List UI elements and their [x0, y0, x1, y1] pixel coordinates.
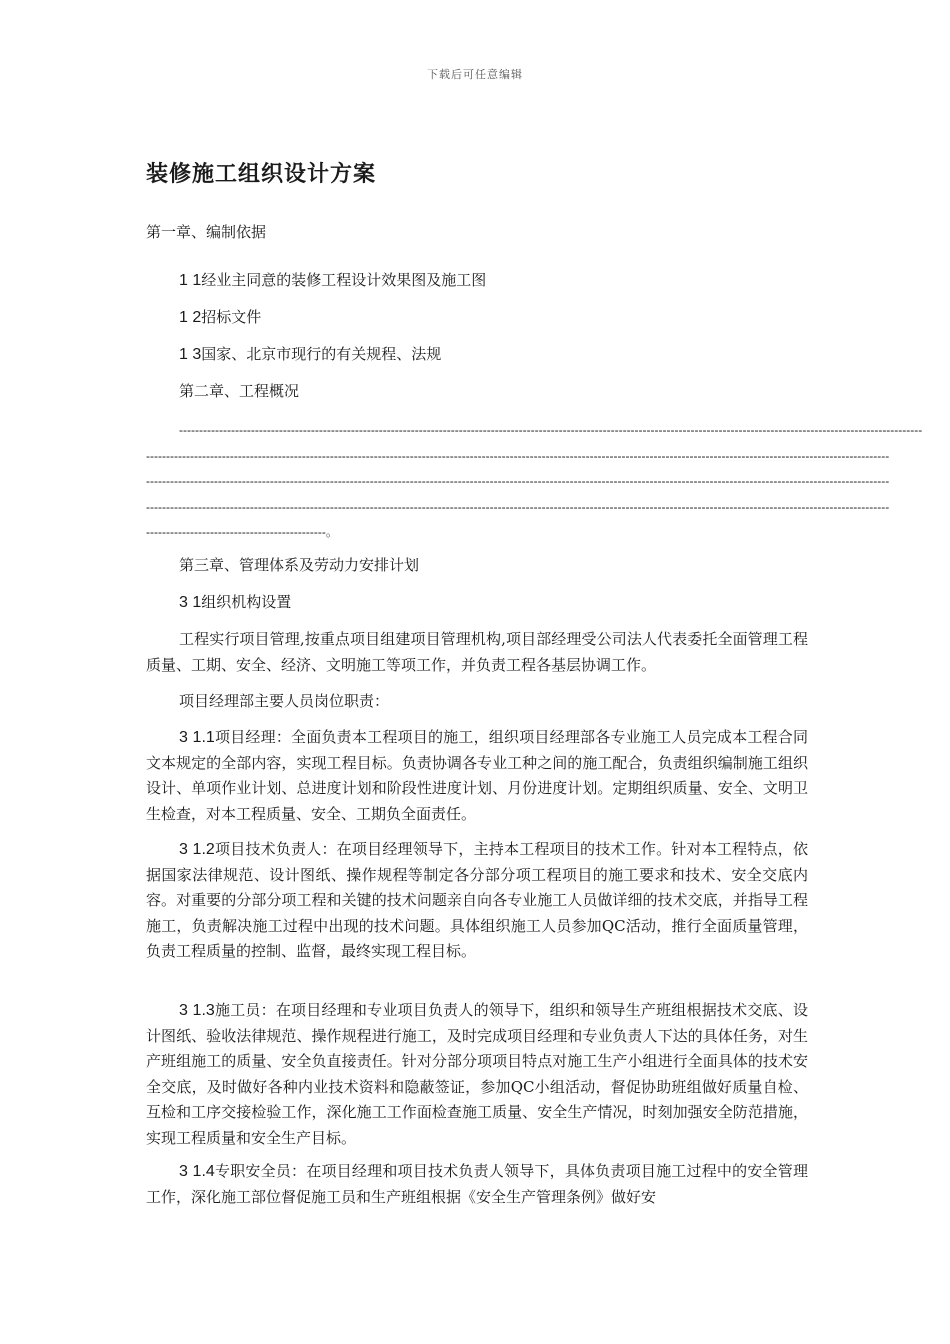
- role-paragraph-tech-lead: [146, 837, 808, 965]
- section-number: 3 1: [179, 594, 202, 611]
- dash-line: ------------------------------------------------------------------------------------------------------------------------------------------------------------------------------------------: [146, 499, 890, 514]
- chapter1-item-1: [179, 267, 486, 294]
- chapter1-item-3: [179, 341, 441, 368]
- role-text: 施工员：在项目经理和专业项目负责人的领导下，组织和领导生产班组根据技术交底、设计图纸、验收法律规范、操作规程进行施工，及时完成项目经理和专业负责人下达的具体任务，对生产班组施工的质量、安全负直接责任。针对分部分项项目特点对施工生产小组进行全面具体的技术安全交底，及时做好各种内业技术资料和隐蔽签证，参加QC小组活动，督促协助班组做好质量自检、互检和工序交接检验工作，深化施工工作面检查施工质量、安全生产情况，时刻加强安全防范措施，实现工程质量和安全生产目标。: [146, 1001, 808, 1147]
- role-paragraph-construction-staff: [146, 998, 808, 1151]
- chapter2-heading: 第二章、工程概况: [179, 382, 300, 400]
- end-mark: 。: [325, 525, 338, 539]
- section-3-1-heading: [179, 589, 291, 616]
- chapter3-heading: 第三章、管理体系及劳动力安排计划: [179, 556, 420, 574]
- item-number: 1 3: [179, 346, 202, 363]
- header-note: 下载后可任意编辑: [427, 68, 523, 81]
- chapter1-item-2: [179, 304, 261, 331]
- placeholder-dashes: [146, 418, 923, 546]
- role-number: 3 1.3: [179, 1002, 215, 1019]
- item-text: 经业主同意的装修工程设计效果图及施工图: [201, 271, 487, 289]
- dash-line: ------------------------------------------------------------------------------------------------------------------------------------------------------------------------------------------: [146, 448, 890, 463]
- chapter1-heading: 第一章、编制依据: [146, 223, 267, 241]
- intro-paragraph: 工程实行项目管理,按重点项目组建项目管理机构,项目部经理受公司法人代表委托全面管理工程质量、工期、安全、经济、文明施工等项工作，并负责工程各基层协调工作。: [146, 630, 808, 674]
- role-text: 专职安全员：在项目经理和项目技术负责人领导下，具体负责项目施工过程中的安全管理工作，深化施工部位督促施工员和生产班组根据《安全生产管理条例》做好安: [146, 1162, 808, 1206]
- dash-line: ------------------------------------------------------------------------------------------------------------------------------------------------------------------------------------------: [146, 474, 890, 488]
- staff-heading: 项目经理部主要人员岗位职责：: [179, 692, 390, 710]
- item-number: 1 2: [179, 309, 202, 326]
- role-number: 3 1.1: [179, 729, 215, 746]
- item-text: 国家、北京市现行的有关规程、法规: [201, 345, 442, 363]
- document-title: 装修施工组织设计方案: [146, 162, 377, 187]
- role-text: 项目技术负责人：在项目经理领导下，主持本工程项目的技术工作。针对本工程特点，依据国家法律规范、设计图纸、操作规程等制定各分部分项工程项目的施工要求和技术、安全交底内容。对重要的分部分项工程和关键的技术问题亲自向各专业施工人员做详细的技术交底，并指导工程施工，负责解决施工过程中出现的技术问题。具体组织施工人员参加QC活动，推行全面质量管理，负责工程质量的控制、监督，最终实现工程目标。: [146, 840, 808, 960]
- item-number: 1 1: [179, 272, 202, 289]
- role-paragraph-safety-officer: [146, 1159, 808, 1210]
- item-text: 招标文件: [201, 308, 262, 326]
- role-text: 项目经理：全面负责本工程项目的施工，组织项目经理部各专业施工人员完成本工程合同文本规定的全部内容，实现工程目标。负责协调各专业工种之间的施工配合，负责组织编制施工组织设计、单项作业计划、总进度计划和阶段性进度计划、月份进度计划。定期组织质量、安全、文明卫生检查，对本工程质量、安全、工期负全面责任。: [146, 728, 808, 823]
- dash-line: ------------------------------------------------------------------------------------------------------------------------------------------------------------------------------------------: [179, 423, 923, 437]
- role-paragraph-project-manager: [146, 725, 808, 827]
- role-number: 3 1.4: [179, 1163, 215, 1180]
- dash-line: ---------------------------------------------。: [146, 525, 338, 539]
- role-number: 3 1.2: [179, 841, 215, 858]
- section-title: 组织机构设置: [201, 593, 292, 611]
